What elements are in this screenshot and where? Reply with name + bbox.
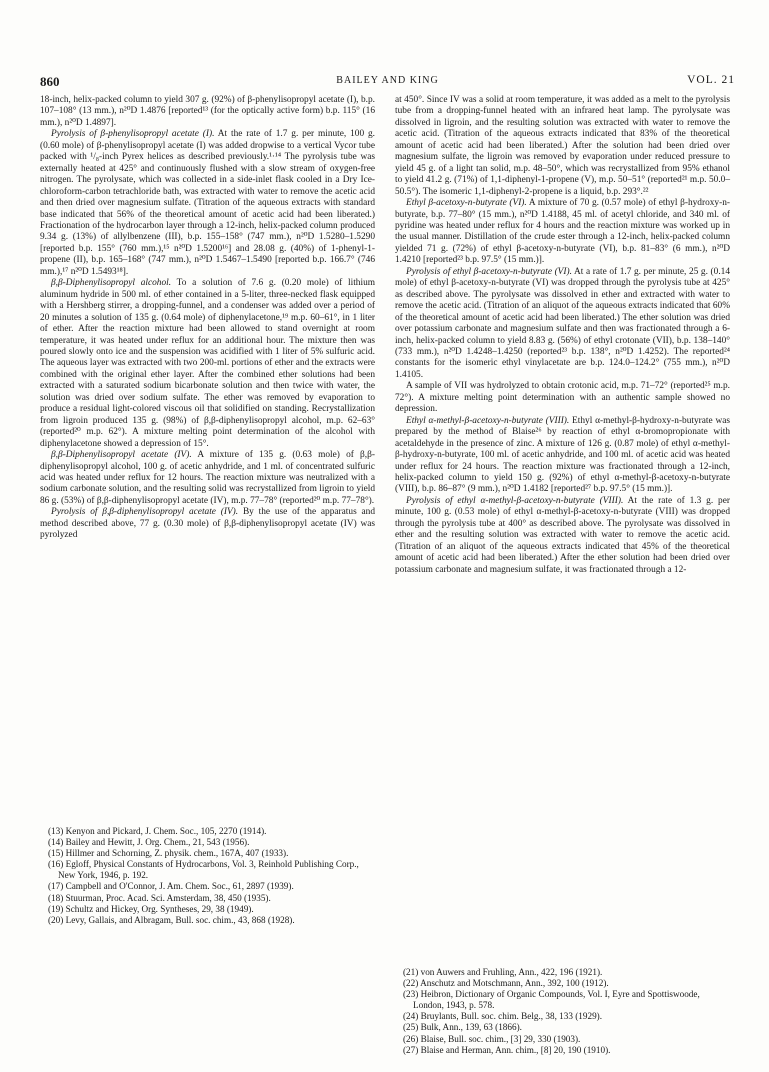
running-title: BAILEY AND KING bbox=[336, 75, 439, 86]
paragraph: Pyrolysis of ethyl β-acetoxy-n-butyrate (VI). At a rate of 1.7 g. per minute, 25 g. (0.14 mole) of ethyl β-acetoxy-n-butyrate (VI) was dropped through the pyrolysis tube at 425° as described above. The pyrolysate was dissolved in ether and extracted with water to remove the acetic acid. (Titration of an aliquot of the aqueous extracts indicated that 60% of the theoretical amount of acetic acid had been liberated.) The ether solution was dried over potassium carbonate and magnesium sulfate and then was fractionated through a 6-inch, helix-packed column to yield 8.83 g. (56%) of ethyl crotonate (VII), b.p. 138–140° (733 mm.), n²⁰D 1.4248–1.4250 (reported²³ b.p. 138°, n²⁰D 1.4252). The reported²⁴ constants for the isomeric ethyl vinylacetate are b.p. 124.0–124.2° (755 mm.), n²⁰D 1.4105. bbox=[395, 266, 730, 380]
paragraph-heading: Pyrolysis of ethyl α-methyl-β-acetoxy-n-butyrate (VIII). bbox=[406, 495, 624, 506]
paragraph-heading: Ethyl β-acetoxy-n-butyrate (VI). bbox=[406, 198, 527, 209]
paragraph: Ethyl β-acetoxy-n-butyrate (VI). A mixture of 70 g. (0.57 mole) of ethyl β-hydroxy-n-butyrate, b.p. 77–80° (15 mm.), n²⁰D 1.4188, 45 ml. of acetyl chloride, and 340 ml. of pyridine was heated under reflux for 4 hours and the reaction mixture was worked up in the usual manner. Distillation of the crude ester through a 12-inch, helix-packed column yielded 71 g. (72%) of ethyl β-acetoxy-n-butyrate (VI), b.p. 81–83° (6 mm.), n²⁰D 1.4210 [reported²³ b.p. 97.5° (15 mm.)]. bbox=[395, 198, 730, 266]
left-column bbox=[40, 95, 375, 542]
footnote: (21) von Auwers and Fruhling, Ann., 422, 196 (1921). bbox=[403, 967, 603, 977]
footnotes-right bbox=[395, 967, 730, 1056]
footnote: (20) Levy, Gallais, and Albragam, Bull. soc. chim., 43, 868 (1928). bbox=[48, 914, 295, 925]
paragraph-heading: β,β-Diphenylisopropyl alcohol. bbox=[51, 278, 172, 289]
page-number: 860 bbox=[40, 74, 60, 89]
paragraph: β,β-Diphenylisopropyl acetate (IV). A mixture of 135 g. (0.63 mole) of β,β-diphenylisopropyl alcohol, 100 g. of acetic anhydride, and 1 ml. of concentrated sulfuric acid was heated under reflux for 12 hours. The reaction mixture was neutralized with a sodium carbonate solution, and the resulting solid was recrystallized from ligroin to yield 86 g. (53%) of β,β-diphenylisopropyl acetate (IV), m.p. 77–78° (reported²⁰ m.p. 77–78°). bbox=[40, 450, 376, 506]
right-column bbox=[395, 95, 730, 576]
footnote: (16) Egloff, Physical Constants of Hydrocarbons, Vol. 3, Reinhold Publishing Corp., New York, 1946, p. 192. bbox=[48, 859, 359, 881]
footnote: (22) Anschutz and Motschmann, Ann., 392, 100 (1912). bbox=[403, 978, 609, 989]
footnote: (13) Kenyon and Pickard, J. Chem. Soc., 105, 2270 (1914). bbox=[48, 826, 267, 836]
paragraph: A sample of VII was hydrolyzed to obtain crotonic acid, m.p. 71–72° (reported²⁵ m.p. 72°). A mixture melting point determination with an authentic sample showed no depression. bbox=[395, 381, 730, 415]
footnote: (14) Bailey and Hewitt, J. Org. Chem., 21, 543 (1956). bbox=[48, 837, 250, 848]
footnote: (23) Heibron, Dictionary of Organic Compounds, Vol. I, Eyre and Spottiswoode, London, 1943, p. 578. bbox=[403, 989, 700, 1011]
footnote: (27) Blaise and Herman, Ann. chim., [8] 20, 190 (1910). bbox=[403, 1044, 611, 1055]
volume-label: VOL. 21 bbox=[687, 74, 735, 86]
footnote: (26) Blaise, Bull. soc. chim., [3] 29, 330 (1903). bbox=[403, 1033, 581, 1044]
footnote: (19) Schultz and Hickey, Org. Syntheses, 29, 38 (1949). bbox=[48, 903, 254, 914]
paragraph-heading: Pyrolysis of β,β-diphenylisopropyl acetate (IV). bbox=[51, 507, 239, 518]
footnotes-left bbox=[40, 826, 375, 926]
paragraph: Pyrolysis of ethyl α-methyl-β-acetoxy-n-butyrate (VIII). At the rate of 1.3 g. per minute, 100 g. (0.53 mole) of ethyl α-methyl-β-acetoxy-n-butyrate (VIII) was dropped through the pyrolysis tube at 400° as described above. The pyrolysate was dissolved in ether and the resulting solution was extracted with water to remove the acetic acid. (Titration of an aliquot of the aqueous extracts indicated that 45% of the theoretical amount of acetic acid had been liberated.) After the ether solution had been dried over potassium carbonate and magnesium sulfate, it was fractionated through a 12- bbox=[395, 495, 730, 575]
footnote: (24) Bruylants, Bull. soc. chim. Belg., 38, 133 (1929). bbox=[403, 1011, 603, 1022]
footnote: (15) Hillmer and Schorning, Z. physik. chem., 167A, 407 (1933). bbox=[48, 848, 289, 859]
paragraph: Pyrolysis of β-phenylisopropyl acetate (I). At the rate of 1.7 g. per minute, 100 g. (0.60 mole) of β-phenylisopropyl acetate (I) was added dropwise to a vertical Vycor tube packed with ¹/₈-inch Pyrex helices as described previously.¹·¹⁴ The pyrolysis tube was externally heated at 425° and continuously flushed with a slow stream of oxygen-free nitrogen. The pyrolysate, which was collected in a side-inlet flask cooled in a Dry Ice-chloroform-carbon tetrachloride bath, was extracted with water to remove the acetic acid and then dried over magnesium sulfate. (Titration of the aqueous extracts with standard base indicated that 56% of the theoretical amount of acetic acid had been liberated.) Fractionation of the hydrocarbon layer through a 12-inch, helix-packed column produced 9.34 g. (13%) of allylbenzene (III), b.p. 155–158° (747 mm.), n²⁰D 1.5280–1.5290 [reported b.p. 155° (760 mm.),¹⁵ n²⁰D 1.5200¹⁶] and 28.08 g. (40%) of 1-phenyl-1-propene (II), b.p. 165–168° (747 mm.), n²⁰D 1.5467–1.5490 [reported b.p. 166.7° (746 mm.),¹⁷ n²⁰D 1.5493¹⁸]. bbox=[40, 129, 375, 277]
paragraph-heading: Pyrolysis of ethyl β-acetoxy-n-butyrate (VI). bbox=[406, 266, 572, 277]
page-header bbox=[40, 74, 735, 94]
paragraph: Ethyl α-methyl-β-acetoxy-n-butyrate (VIII). Ethyl α-methyl-β-hydroxy-n-butyrate was prepared by the method of Blaise²⁶ by reaction of ethyl α-bromopropionate with acetaldehyde in the presence of zinc. A mixture of 126 g. (0.87 mole) of ethyl α-methyl-β-hydroxy-n-butyrate, 100 ml. of acetic anhydride, and 100 ml. of acetic acid was heated under reflux for 24 hours. The reaction mixture was fractionated through a 12-inch, helix-packed column to yield 150 g. (92%) of ethyl α-methyl-β-acetoxy-n-butyrate (VIII), b.p. 86–87° (9 mm.), n²⁰D 1.4182 [reported²⁷ b.p. 97.5° (15 mm.)]. bbox=[395, 415, 730, 495]
paragraph-heading: Pyrolysis of β-phenylisopropyl acetate (I). bbox=[51, 129, 215, 140]
paragraph: β,β-Diphenylisopropyl alcohol. To a solution of 7.6 g. (0.20 mole) of lithium aluminum hydride in 500 ml. of ether contained in a 5-liter, three-necked flask equipped with a Hershberg stirrer, a dropping-funnel, and a condenser was added over a period of 20 minutes a solution of 135 g. (0.64 mole) of diphenylacetone,¹⁹ m.p. 60–61°, in 1 liter of ether. After the reaction mixture had been allowed to stand overnight at room temperature, it was heated under reflux for an additional hour. The mixture then was poured slowly onto ice and the suspension was acidified with 1 liter of 5% sulfuric acid. The aqueous layer was extracted with two 200-ml. portions of ether and the extracts were combined with the original ether layer. After the combined ether solutions had been extracted with a saturated sodium bicarbonate solution and then twice with water, the solution was dried over sodium sulfate. The ether was removed by evaporation to produce a residual light-colored viscous oil that solidified on standing. Recrystallization from ligroin produced 135 g. (98%) of β,β-diphenylisopropyl alcohol, m.p. 62–63° (reported²⁰ m.p. 62°). A mixture melting point determination of the alcohol with diphenylacetone showed a depression of 15°. bbox=[40, 278, 376, 449]
paragraph-heading: Ethyl α-methyl-β-acetoxy-n-butyrate (VIII). bbox=[406, 415, 570, 426]
paragraph-heading: β,β-Diphenylisopropyl acetate (IV). bbox=[51, 450, 192, 461]
paragraph: Pyrolysis of β,β-diphenylisopropyl acetate (IV). By the use of the apparatus and method described above, 77 g. (0.30 mole) of β,β-diphenylisopropyl acetate (IV) was pyrolyzed bbox=[40, 507, 375, 541]
footnote: (18) Stuurman, Proc. Acad. Sci. Amsterdam, 38, 450 (1935). bbox=[48, 892, 271, 903]
paragraph: 18-inch, helix-packed column to yield 307 g. (92%) of β-phenylisopropyl acetate (I), b.p. 107–108° (13 mm.), n²⁰D 1.4876 [reported¹³ (for the optically active form) b.p. 115° (16 mm.), n²⁰D 1.4897]. bbox=[40, 95, 375, 128]
paragraph: at 450°. Since IV was a solid at room temperature, it was added as a melt to the pyrolysis tube from a dropping-funnel heated with an infrared heat lamp. The pyrolysate was dissolved in ligroin, and the resulting solution was extracted with water to remove the acetic acid. (Titration of the aqueous extracts indicated that 83% of the theoretical amount of acetic acid had been liberated.) After the solution had been dried over magnesium sulfate, the ligroin was removed by evaporation under reduced pressure to yield 45 g. of a light tan solid, m.p. 48–50°, which was recrystallized from 95% ethanol to yield 41.2 g. (71%) of 1,1-diphenyl-1-propene (V), m.p. 50–51° (reported²¹ m.p. 50.0–50.5°). The isomeric 1,1-diphenyl-2-propene is a liquid, b.p. 293°.²² bbox=[395, 95, 730, 197]
footnote: (25) Bulk, Ann., 139, 63 (1866). bbox=[403, 1022, 522, 1033]
footnote: (17) Campbell and O'Connor, J. Am. Chem. Soc., 61, 2897 (1939). bbox=[48, 881, 294, 892]
